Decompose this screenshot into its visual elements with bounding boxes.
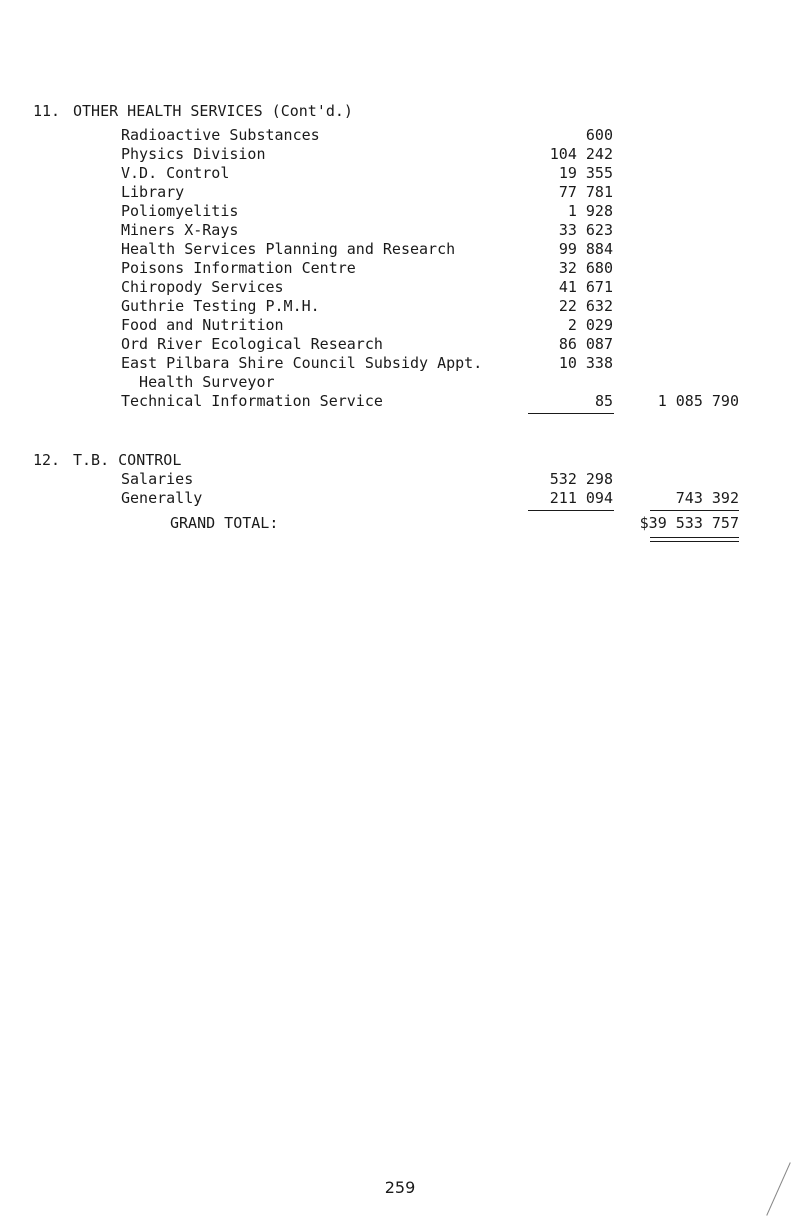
total-rule (650, 510, 739, 511)
grand-total-value: $39 533 757 (639, 514, 739, 532)
section-11-total: 1 085 790 (657, 392, 739, 410)
line-item-amount: 600 (585, 126, 613, 144)
line-item-amount: 211 094 (549, 489, 613, 507)
line-item-amount: 1 928 (567, 202, 613, 220)
section-12-total: 743 392 (675, 489, 739, 507)
section-11-number: 11. (33, 102, 61, 120)
line-item-label: Chiropody Services (121, 278, 284, 296)
line-item-amount: 22 632 (558, 297, 613, 315)
line-item-label: Ord River Ecological Research (121, 335, 383, 353)
section-12-number: 12. (33, 451, 61, 469)
line-item-amount: 19 355 (558, 164, 613, 182)
line-item-amount: 32 680 (558, 259, 613, 277)
line-item-label: Poliomyelitis (121, 202, 239, 220)
section-12-title: T.B. CONTROL (73, 451, 182, 469)
line-item-amount: 104 242 (549, 145, 613, 163)
line-item-amount: 10 338 (558, 354, 613, 372)
line-item-amount: 33 623 (558, 221, 613, 239)
line-item-label: Health Surveyor (121, 373, 275, 391)
line-item-amount: 99 884 (558, 240, 613, 258)
page-edge-mark (766, 1162, 791, 1215)
subtotal-rule (528, 510, 614, 511)
line-item-amount: 77 781 (558, 183, 613, 201)
line-item-amount: 86 087 (558, 335, 613, 353)
line-item-label: Radioactive Substances (121, 126, 320, 144)
page-number: 259 (384, 1178, 416, 1197)
line-item-amount: 2 029 (567, 316, 613, 334)
line-item-amount: 41 671 (558, 278, 613, 296)
line-item-label: Health Services Planning and Research (121, 240, 456, 258)
line-item-label: V.D. Control (121, 164, 230, 182)
grand-total-label: GRAND TOTAL: (170, 514, 279, 532)
grand-total-double-rule (650, 537, 739, 542)
section-11-title: OTHER HEALTH SERVICES (Cont'd.) (73, 102, 353, 120)
line-item-label: Miners X-Rays (121, 221, 239, 239)
subtotal-rule (528, 413, 614, 414)
line-item-label: Generally (121, 489, 203, 507)
line-item-amount: 532 298 (549, 470, 613, 488)
line-item-label: Food and Nutrition (121, 316, 284, 334)
line-item-label: Poisons Information Centre (121, 259, 356, 277)
line-item-label: East Pilbara Shire Council Subsidy Appt. (121, 354, 483, 372)
line-item-label: Physics Division (121, 145, 266, 163)
line-item-label: Library (121, 183, 185, 201)
line-item-amount: 85 (594, 392, 613, 410)
line-item-label: Guthrie Testing P.M.H. (121, 297, 320, 315)
line-item-label: Salaries (121, 470, 194, 488)
line-item-label: Technical Information Service (121, 392, 383, 410)
